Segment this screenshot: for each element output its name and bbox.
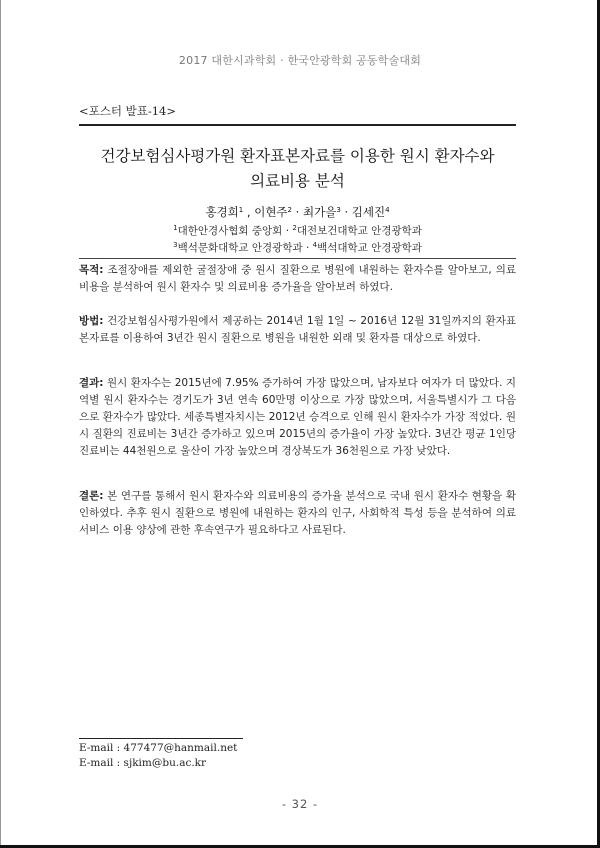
author-name: 이현주 <box>254 205 288 219</box>
page-number: - 32 - <box>281 797 319 811</box>
author-name: 최가을 <box>302 205 337 219</box>
author-sup: 1 <box>238 206 244 214</box>
section-text: 건강보험심사평가원에서 제공하는 2014년 1월 1일 ~ 2016년 12월 31일까지의 환자표본자료를 이용하여 3년간 원시 질환으로 병원을 내원한 외래 및 환자를 대상으로 하였다. <box>79 315 516 344</box>
section-result <box>79 375 516 460</box>
section-label: 목적: <box>79 264 104 276</box>
section-label: 결과: <box>79 377 104 389</box>
author-sup: 2 <box>287 206 293 214</box>
section-text: 조절장애를 제외한 굴절장애 중 원시 질환으로 병원에 내원하는 환자수를 알아보고, 의료비용을 분석하여 원시 환자수 및 의료비용 증가율을 알아보려 하였다. <box>79 264 516 293</box>
section-purpose <box>79 262 516 296</box>
affiliation-sup: 3 <box>173 241 178 249</box>
author-name: 김세진 <box>351 205 386 219</box>
section-method <box>79 313 516 347</box>
section-label: 방법: <box>79 315 104 327</box>
affiliation-text: 백석문화대학교 안경광학과 <box>177 242 303 254</box>
author-list: 홍경희$^1$ , 이현주$^2$ · 최가을$^3$ · 김세진$^4$ <box>205 205 390 219</box>
affiliation-line-2: $^3$백석문화대학교 안경광학과 · $^4$백석대학교 안경광학과 <box>173 241 422 254</box>
author-name: 홍경희 <box>205 205 239 219</box>
affiliation-sup: 1 <box>173 224 178 232</box>
email-1: E-mail : 477477@hanmail.net <box>79 742 238 754</box>
title-rule-top <box>79 124 516 126</box>
affiliation-line-1: $^1$대한안경사협회 중앙회 · $^2$대전보건대학교 안경광학과 <box>173 224 422 237</box>
affiliation-text: 백석대학교 안경광학과 <box>317 242 422 254</box>
poster-label: <포스터 발표-14> <box>79 104 176 118</box>
footnote-rule <box>79 738 243 739</box>
author-sup: 3 <box>336 206 341 214</box>
author-sup: 4 <box>385 206 390 214</box>
section-label: 결론: <box>79 490 104 502</box>
affiliation-text: 대한안경사협회 중앙회 <box>177 225 283 237</box>
title-line-1: 건강보험심사평가원 환자표본자료를 이용한 원시 환자수와 <box>100 147 495 165</box>
section-conclusion <box>79 488 516 539</box>
page-border-left <box>0 0 1 848</box>
title-line-2: 의료비용 분석 <box>250 172 345 190</box>
conference-header: 2017 대한시과학회 · 한국안광학회 공동학술대회 <box>178 54 422 67</box>
paper-title <box>79 144 516 194</box>
affiliation-sup: 4 <box>312 241 318 249</box>
section-text: 본 연구를 통해서 원시 환자수와 의료비용의 증가율 분석으로 국내 원시 환자수 현황을 확인하였다. 추후 원시 질환으로 병원에 내원하는 환자의 인구, 사회학적 특성 등을 분석하여 의료 서비스 이용 양상에 관한 후속연구가 필요하다고 사료된다. <box>79 490 516 536</box>
title-rule-bottom <box>79 258 516 259</box>
section-text: 원시 환자수는 2015년에 7.95% 증가하여 가장 많았으며, 남자보다 여자가 더 많았다. 지역별 원시 환자수는 경기도가 3년 연속 60만명 이상으로 가장 많았으며, 서울특별시가 그 다음으로 환자수가 많았다. 세종특별자치시는 2012년 승격으로 인해 원시 환자수가 가장 적었다. 원시 질환의 진료비는 3년간 증가하고 있으며 2015년의 증가율이 가장 높았다. 3년간 평균 1인당 진료비는 44천원으로 울산이 가장 높았으며 경상북도가 36천원으로 가장 낮았다. <box>79 377 516 457</box>
email-2: E-mail : sjkim@bu.ac.kr <box>79 757 207 769</box>
affiliation-text: 대전보건대학교 안경광학과 <box>296 225 422 237</box>
affiliation-sup: 2 <box>292 224 297 232</box>
